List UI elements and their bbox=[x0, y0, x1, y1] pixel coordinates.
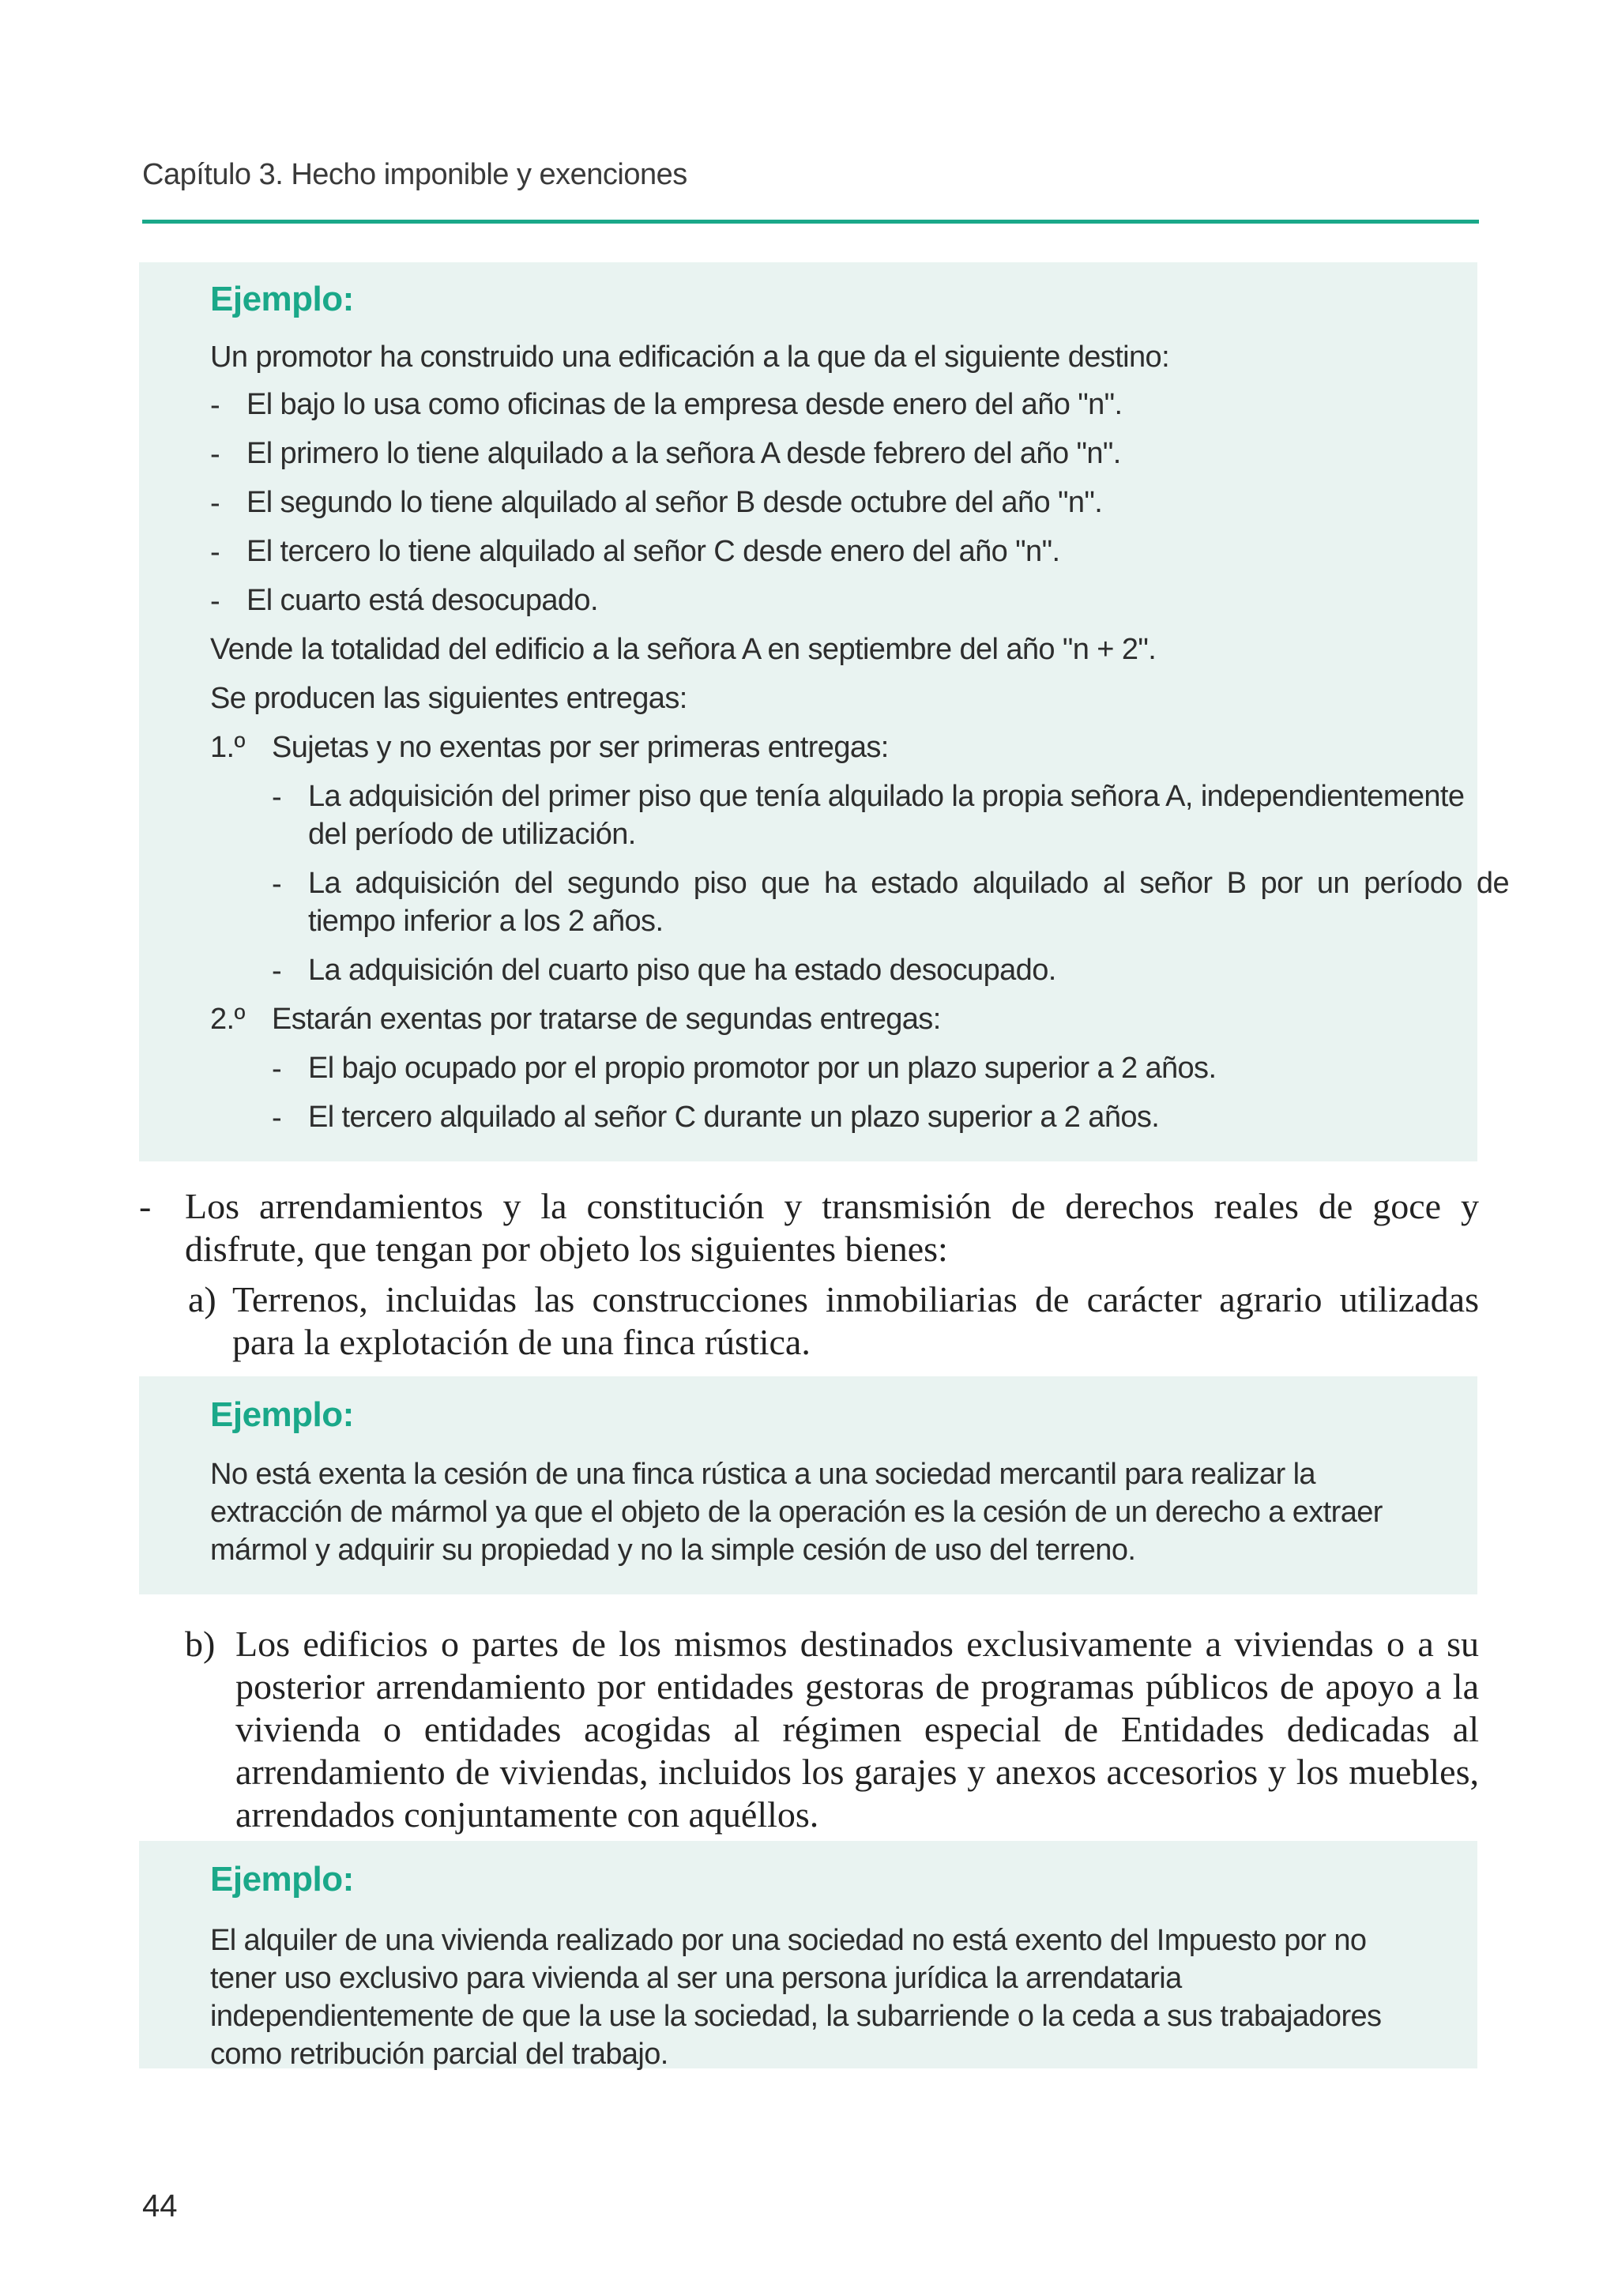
list-dash: - bbox=[272, 954, 282, 988]
first-delivery-label: Sujetas y no exentas por ser primeras entregas: bbox=[272, 731, 889, 764]
example-2-text: No está exenta la cesión de una finca rústica a una sociedad mercantil para realizar la extracción de mármol ya que el objeto de la operación es la cesión de un derecho a extraer mármol y adquirir su propiedad y no la simple cesión de uso del terreno. bbox=[210, 1458, 1383, 1567]
example-title: Ejemplo: bbox=[210, 280, 354, 318]
item-b-text: Los edificios o partes de los mismos destinados exclusivamente a viviendas o a su posterior arrendamiento por entidades gestoras de programas públicos de apoyo a la vivienda o entidades acogidas al régimen especial de Entidades dedicadas al arrendamiento de viviendas, incluidos los garajes y anexos accesorios y los muebles, arrendados conjuntamente con aquéllos. bbox=[235, 1624, 1479, 1835]
example-intro: Un promotor ha construido una edificación a la que da el siguiente destino: bbox=[210, 341, 1170, 374]
body-dash-item: Los arrendamientos y la constitución y transmisión de derechos reales de goce y disfrute, que tengan por objeto los siguientes bienes: bbox=[185, 1186, 1479, 1269]
list-dash: - bbox=[272, 781, 282, 814]
second-delivery-label: Estarán exentas por tratarse de segundas entregas: bbox=[272, 1003, 941, 1036]
second-item-1: El bajo ocupado por el propio promotor por un plazo superior a 2 años. bbox=[308, 1052, 1217, 1085]
header-rule bbox=[142, 220, 1479, 224]
list-dash: - bbox=[210, 438, 220, 471]
list-dash: - bbox=[272, 1101, 282, 1135]
list-dash: - bbox=[210, 585, 220, 618]
list-dash: - bbox=[210, 536, 220, 569]
use-item-4: El tercero lo tiene alquilado al señor C desde enero del año "n". bbox=[246, 535, 1060, 568]
item-a-text: Terrenos, incluidas las construcciones inmobiliarias de carácter agrario utilizadas para la explotación de una finca rústica. bbox=[232, 1279, 1479, 1362]
page-number: 44 bbox=[142, 2189, 178, 2223]
deliveries-intro: Se producen las siguientes entregas: bbox=[210, 682, 687, 715]
use-item-2: El primero lo tiene alquilado a la señora A desde febrero del año "n". bbox=[246, 437, 1121, 470]
example-box-2 bbox=[139, 1376, 1477, 1594]
example-title: Ejemplo: bbox=[210, 1860, 354, 1899]
example-3-text: El alquiler de una vivienda realizado por una sociedad no está exento del Impuesto por no tener uso exclusivo para vivienda al ser una persona jurídica la arrendataria independientemente de que la use la sociedad, la subarriende o la ceda a sus trabajadores como retribución parcial del trabajo. bbox=[210, 1924, 1382, 2071]
first-item-1-line-1: La adquisición del primer piso que tenía alquilado la propia señora A, independientemente bbox=[308, 780, 1465, 813]
running-head: Capítulo 3. Hecho imponible y exenciones bbox=[142, 158, 687, 191]
first-item-3: La adquisición del cuarto piso que ha estado desocupado. bbox=[308, 954, 1056, 987]
first-item-2-line-1: La adquisición del segundo piso que ha estado alquilado al señor B por un período de bbox=[308, 867, 1509, 900]
list-dash: - bbox=[210, 389, 220, 422]
first-item-1-line-2: del período de utilización. bbox=[308, 818, 636, 851]
use-item-3: El segundo lo tiene alquilado al señor B desde octubre del año "n". bbox=[246, 486, 1103, 519]
first-delivery-number: 1.º bbox=[210, 731, 245, 764]
item-b-label: b) bbox=[185, 1624, 216, 1664]
use-item-5: El cuarto está desocupado. bbox=[246, 584, 598, 617]
example-box-1 bbox=[139, 262, 1509, 1161]
first-item-2-line-2: tiempo inferior a los 2 años. bbox=[308, 905, 664, 938]
list-dash: - bbox=[272, 1052, 282, 1086]
sale-text: Vende la totalidad del edificio a la señora A en septiembre del año "n + 2". bbox=[210, 633, 1157, 666]
second-delivery-number: 2.º bbox=[210, 1003, 245, 1036]
use-item-1: El bajo lo usa como oficinas de la empresa desde enero del año "n". bbox=[246, 388, 1123, 421]
example-title: Ejemplo: bbox=[210, 1395, 354, 1434]
second-item-2: El tercero alquilado al señor C durante un plazo superior a 2 años. bbox=[308, 1101, 1160, 1134]
list-dash: - bbox=[272, 868, 282, 901]
list-dash: - bbox=[210, 487, 220, 520]
example-box-3 bbox=[139, 1841, 1477, 2071]
list-dash: - bbox=[139, 1186, 152, 1226]
item-a-label: a) bbox=[188, 1279, 216, 1319]
